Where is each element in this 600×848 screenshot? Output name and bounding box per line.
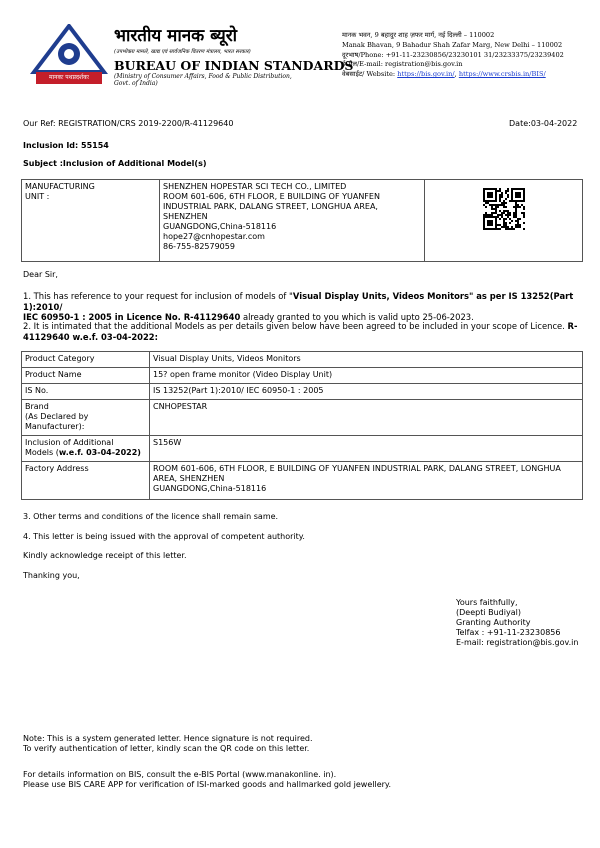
info-line-2: Please use BIS CARE APP for verification of ISI-marked goods and hallmarked gold jewellery.: [23, 780, 392, 789]
signatory-name: (Deepti Budiyal): [456, 608, 521, 617]
paragraph-4: 4. This letter is being issued with the approval of competent authority.: [23, 532, 305, 541]
table-row: [22, 400, 583, 436]
row-value: Visual Display Units, Videos Monitors: [150, 352, 583, 368]
para1-validity: already granted to you which is valid upto 25-06-2023.: [240, 312, 474, 322]
row-label: Product Category: [22, 352, 150, 368]
thanks-line: Thanking you,: [23, 571, 80, 580]
reference-number: Our Ref: REGISTRATION/CRS 2019-2200/R-41129640: [23, 119, 234, 128]
address-block: [342, 31, 597, 80]
row-label: IS No.: [22, 384, 150, 400]
manufacturer-line: GUANGDONG,China-518116: [163, 222, 277, 231]
para1-licence: IEC 60950-1 : 2005 in Licence No. R-41129640: [23, 312, 241, 322]
paragraph-2: [23, 321, 585, 342]
paragraph-3: 3. Other terms and conditions of the licence shall remain same.: [23, 512, 279, 521]
inclusion-label-models: Models (: [25, 448, 59, 457]
manufacturer-label-cell: [22, 180, 160, 262]
subject-line: Subject :Inclusion of Additional Model(s): [23, 159, 207, 168]
para2-licence-part2: 41129640 w.e.f. 03-04-2022:: [23, 331, 158, 342]
para2-licence-part1: R-: [567, 321, 578, 331]
phone-line: दूरभाष/Phone: +91-11-23230856/23230101 31/23233375/23239402: [342, 50, 564, 59]
para1-standard: " as per IS 13252(Part 1):2010/: [23, 291, 574, 312]
closing: Yours faithfully,: [456, 598, 518, 607]
qr-code-cell: [425, 180, 583, 262]
bis-ministry-line2: Govt. of India): [114, 80, 158, 87]
bis-hindi-name: भारतीय मानक ब्यूरो: [114, 26, 238, 46]
email-line: ई–मेल/E-mail: registration@bis.gov.in: [342, 60, 463, 69]
signature-block: [456, 598, 578, 648]
para1-product: Visual Display Units, Videos Monitors: [292, 291, 469, 301]
row-value: 15? open frame monitor (Video Display Unit): [150, 368, 583, 384]
logo-motto: मानकः पथप्रदर्शकः: [49, 74, 89, 81]
table-row: [22, 436, 583, 462]
website-link-bis[interactable]: https://bis.gov.in/: [397, 70, 455, 79]
acknowledge-line: Kindly acknowledge receipt of this letter.: [23, 551, 187, 560]
row-value: IS 13252(Part 1):2010/ IEC 60950-1 : 2005: [150, 384, 583, 400]
salutation: Dear Sir,: [23, 270, 58, 279]
table-row: [22, 384, 583, 400]
qr-code[interactable]: [483, 188, 525, 230]
inclusion-label-wef: w.e.f. 03-04-2022): [58, 448, 141, 457]
manufacturer-details-cell: [160, 180, 425, 262]
manufacturer-table: [21, 179, 583, 262]
website-label: वेबसाईट/ Website:: [342, 70, 398, 79]
footer-note: [23, 734, 313, 754]
signatory-email: E-mail: registration@bis.gov.in: [456, 638, 579, 647]
inclusion-id: Inclusion Id: 55154: [23, 141, 109, 150]
row-label: Product Name: [22, 368, 150, 384]
table-row: [22, 462, 583, 500]
address-hindi: मानक भवन, 9 बहादुर शाह ज़फर मार्ग, नई दिल्ली – 110002: [342, 31, 495, 39]
website-link-crsbis[interactable]: https://www.crsbis.in/BIS/: [458, 70, 546, 79]
note-line-1: Note: This is a system generated letter. Hence signature is not required.: [23, 734, 313, 743]
footer-info: [23, 770, 391, 790]
row-label: [22, 436, 150, 462]
bis-ministry-line1: (Ministry of Consumer Affairs, Food & Public Distribution,: [114, 73, 292, 80]
address-english: Manak Bhavan, 9 Bahadur Shah Zafar Marg, New Delhi – 110002: [342, 40, 563, 49]
brand-label-note: (As Declared by: [25, 412, 89, 421]
signatory-telfax: Telfax : +91-11-23230856: [456, 628, 561, 637]
row-value: S156W: [150, 436, 583, 462]
manufacturer-line: ROOM 601-606, 6TH FLOOR, E BUILDING OF YUANFEN: [163, 192, 380, 201]
brand-label-note: Manufacturer):: [25, 422, 85, 431]
manufacturer-label-1: MANUFACTURING: [25, 182, 95, 191]
table-row: [22, 368, 583, 384]
row-value: [150, 462, 583, 500]
row-value: CNHOPESTAR: [150, 400, 583, 436]
signatory-title: Granting Authority: [456, 618, 531, 627]
bis-logo: [30, 24, 108, 86]
brand-label: Brand: [25, 402, 49, 411]
letter-date: Date:03-04-2022: [509, 119, 578, 128]
info-line-1: For details information on BIS, consult the e-BIS Portal (www.manakonline. in).: [23, 770, 337, 779]
website-separator: ,: [454, 70, 459, 79]
manufacturer-email: hope27@cnhopestar.com: [163, 232, 265, 241]
website-line: [342, 70, 597, 80]
row-label: [22, 400, 150, 436]
paragraph-1: [23, 291, 580, 323]
manufacturer-line: SHENZHEN: [163, 212, 208, 221]
factory-address-line: GUANGDONG,China-518116: [153, 484, 267, 493]
manufacturer-phone: 86-755-82579059: [163, 242, 235, 251]
para2-text: 2. It is intimated that the additional Models as per details given below have been agreed to be included in your scope of Licence.: [23, 321, 568, 331]
manufacturer-line: SHENZHEN HOPESTAR SCI TECH CO., LIMITED: [163, 182, 347, 191]
bis-english-name: BUREAU OF INDIAN STANDARDS: [114, 58, 354, 73]
factory-address-line: AREA, SHENZHEN: [153, 474, 225, 483]
bis-hindi-ministry: (उपभोक्ता मामले, खाद्य एवं सार्वजनिक वितरण मंत्रालय, भारत सरकार): [114, 49, 251, 55]
inclusion-label-date: [25, 448, 146, 458]
table-row: [22, 352, 583, 368]
manufacturer-label-2: UNIT :: [25, 192, 50, 201]
manufacturer-line: INDUSTRIAL PARK, DALANG STREET, LONGHUA AREA,: [163, 202, 378, 211]
note-line-2: To verify authentication of letter, kindly scan the QR code on this letter.: [23, 744, 310, 753]
model-details-table: [21, 351, 583, 500]
row-label: Factory Address: [22, 462, 150, 500]
inclusion-label: Inclusion of Additional: [25, 438, 114, 447]
factory-address-line: ROOM 601-606, 6TH FLOOR, E BUILDING OF YUANFEN INDUSTRIAL PARK, DALANG STREET, LONGHUA: [153, 464, 561, 473]
para1-text: 1. This has reference to your request for inclusion of models of ": [23, 291, 293, 301]
